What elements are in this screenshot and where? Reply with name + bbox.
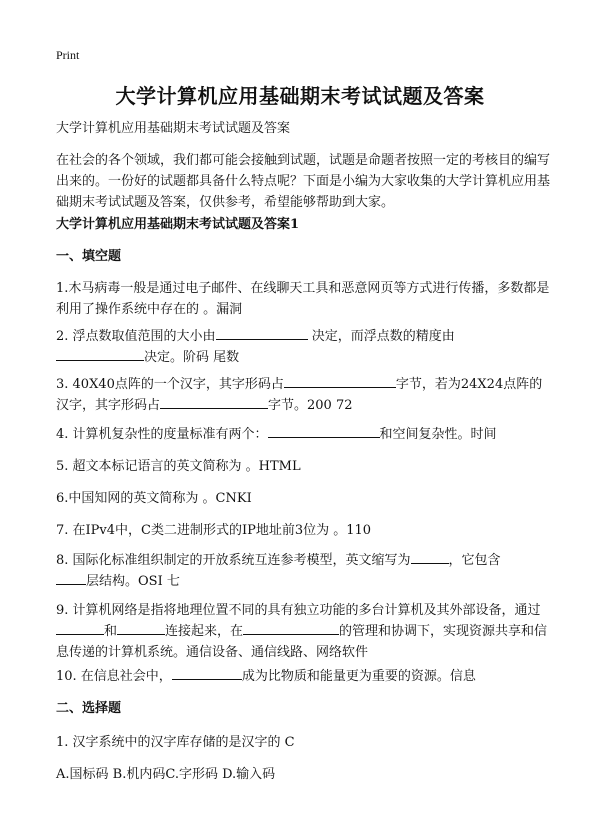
- question-6: 6.中国知网的英文简称为 。CNKI: [56, 491, 252, 506]
- question-9-text-b: 和: [104, 624, 118, 639]
- question-8-text-c: 层结构。OSI 七: [86, 574, 180, 589]
- question-8-text-b: ，它包含: [448, 553, 501, 568]
- question-10: [56, 666, 554, 687]
- question-4-text-a: 4. 计算机复杂性的度量标准有两个：: [56, 427, 268, 442]
- choice-question-1: 1. 汉字系统中的汉字库存储的是汉字的 C: [56, 735, 295, 750]
- doc-subtitle: 大学计算机应用基础期末考试试题及答案: [56, 121, 291, 136]
- question-8: [56, 550, 554, 592]
- question-9-text-c: 连接起来，在: [165, 624, 244, 639]
- question-8-text-a: 8. 国际化标准组织制定的开放系统互连参考模型，英文缩写为: [56, 553, 411, 568]
- answer-blank: [243, 621, 339, 635]
- choice-question-1-options: A.国标码 B.机内码C.字形码 D.输入码: [56, 767, 276, 782]
- question-3-text-a: 3. 40X40点阵的一个汉字，其字形码占: [56, 377, 284, 392]
- answer-blank: [56, 571, 86, 585]
- answer-blank: [160, 395, 268, 409]
- question-9-text-a: 9. 计算机网络是指将地理位置不同的具有独立功能的多台计算机及其外部设备，通过: [56, 603, 541, 618]
- question-4: [56, 424, 554, 445]
- page-title: 大学计算机应用基础期末考试试题及答案: [115, 84, 485, 108]
- question-1: 1.木马病毒一般是通过电子邮件、在线聊天工具和恶意网页等方式进行传播，多数都是利用了操作系统中存在的 。漏洞: [56, 281, 550, 317]
- part1-heading: 一、填空题: [56, 249, 122, 264]
- question-10-text-a: 10. 在信息社会中，: [56, 669, 172, 684]
- part2-heading: 二、选择题: [56, 701, 122, 716]
- answer-blank: [56, 621, 104, 635]
- answer-blank: [117, 621, 165, 635]
- answer-blank: [172, 666, 242, 680]
- answer-blank: [56, 347, 144, 361]
- question-3: [56, 374, 554, 416]
- answer-blank: [284, 374, 396, 388]
- answer-blank: [411, 550, 449, 564]
- question-2-text-c: 决定。阶码 尾数: [144, 350, 240, 365]
- question-3-text-b: 字节，若为24X24点阵的汉字，其字形码占: [56, 377, 543, 413]
- question-2: [56, 326, 554, 368]
- answer-blank: [268, 424, 380, 438]
- section-heading: 大学计算机应用基础期末考试试题及答案1: [56, 217, 300, 232]
- question-3-text-c: 字节。200 72: [268, 398, 353, 413]
- answer-blank: [216, 326, 308, 340]
- question-5: 5. 超文本标记语言的英文简称为 。HTML: [56, 459, 301, 474]
- question-9: [56, 600, 554, 663]
- question-9-text-d: 的管理和协调下，实现资源共享和信息传递的计算机系统。通信设备、通信线路、网络软件: [56, 624, 548, 660]
- question-2-text-b: 决定，而浮点数的精度由: [311, 329, 455, 344]
- question-7: 7. 在IPv4中，C类二进制形式的IP地址前3位为 。110: [56, 523, 372, 538]
- intro-paragraph: 在社会的各个领域，我们都可能会接触到试题，试题是命题者按照一定的考核目的编写出来的。一份好的试题都具备什么特点呢？下面是小编为大家收集的大学计算机应用基础期末考试试题及答案，仅供参考，希望能够帮助到大家。: [56, 153, 551, 210]
- print-label: Print: [56, 48, 80, 62]
- question-4-text-b: 和空间复杂性。时间: [379, 427, 497, 442]
- question-2-text-a: 2. 浮点数取值范围的大小由: [56, 329, 216, 344]
- question-10-text-b: 成为比物质和能量更为重要的资源。信息: [241, 669, 476, 684]
